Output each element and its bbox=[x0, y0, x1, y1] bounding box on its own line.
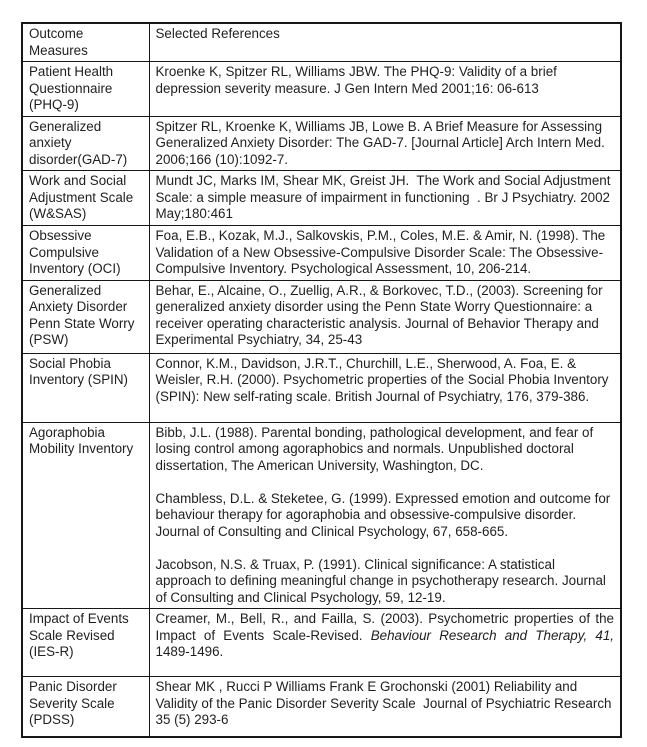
outcome-measures-references-table bbox=[21, 22, 622, 738]
reference-text-segment: 1489-1496. bbox=[155, 627, 618, 659]
table-row bbox=[22, 609, 621, 677]
reference-paragraph bbox=[156, 557, 615, 607]
reference-paragraph bbox=[155, 611, 618, 661]
reference-text-segment: Bibb, J.L. (1988). Parental bonding, pathological development, and fear of losing control among agoraphobics and normals. Unpublished doctoral dissertation, The American University, Washington, DC. bbox=[155, 424, 597, 473]
outcome-measure-cell: Work and Social Adjustment Scale (W&SAS) bbox=[22, 171, 149, 226]
table-row bbox=[22, 280, 621, 353]
reference-paragraph bbox=[156, 283, 615, 349]
reference-paragraph bbox=[156, 173, 615, 223]
reference-text-segment: Shear MK , Rucci P Williams Frank E Grochonski (2001) Reliability and Validity of the Panic Disorder Severity Scale Journal of Psychiatric Research 35 (5) 293-6 bbox=[155, 679, 616, 727]
reference-text-segment: Connor, K.M., Davidson, J.R.T., Churchill, L.E., Sherwood, A. Foa, E. & Weisler, R.H. (2000). Psychometric properties of the Social Phobia Inventory (SPIN): New self-rating scale. British Journal of Psychiatry, 176, 379-386. bbox=[155, 355, 613, 404]
outcome-measure-cell: Generalized anxiety disorder(GAD-7) bbox=[22, 116, 149, 171]
reference-text-segment: Behar, E., Alcaine, O., Zuellig, A.R., & Borkovec, T.D., (2003). Screening for generalized anxiety disorder using the Penn State Worry Questionnaire: a receiver operating characteristic analysis. Journal of Behavior Therapy and Experimental Psychiatry, 34, 25-43 bbox=[155, 282, 607, 347]
table-row bbox=[22, 226, 621, 281]
references-cell bbox=[149, 62, 621, 117]
reference-paragraph bbox=[156, 491, 615, 541]
reference-text-segment: Kroenke K, Spitzer RL, Williams JBW. The PHQ-9: Validity of a brief depression severity measure. J Gen Intern Med 2001;16: 06-613 bbox=[155, 64, 561, 96]
reference-text-segment: Mundt JC, Marks IM, Shear MK, Greist JH. The Work and Social Adjustment Scale: a simple measure of impairment in functioning . Br J Psychiatry. 2002 May;180:461 bbox=[155, 173, 615, 221]
table-row bbox=[22, 171, 621, 226]
outcome-measure-cell: Panic Disorder Severity Scale (PDSS) bbox=[22, 677, 149, 737]
table-header bbox=[22, 23, 621, 62]
reference-paragraph bbox=[156, 425, 615, 475]
outcome-measures-header-cell: Outcome Measures bbox=[22, 23, 149, 62]
reference-text-segment: Creamer, M., Bell, R., and Failla, S. (2003). Psychometric properties of the Impact of Events Scale-Revised. bbox=[155, 611, 618, 643]
reference-italic-segment: Behaviour Research and Therapy, 41, bbox=[370, 627, 614, 643]
reference-paragraph bbox=[156, 679, 615, 729]
outcome-measure-cell: Patient Health Questionnaire (PHQ-9) bbox=[22, 62, 149, 117]
selected-references-header-cell: Selected References bbox=[149, 23, 621, 62]
references-cell bbox=[149, 422, 621, 609]
references-cell bbox=[149, 171, 621, 226]
reference-text-segment: Spitzer RL, Kroenke K, Williams JB, Lowe B. A Brief Measure for Assessing Generalized Anxiety Disorder: The GAD-7. [Journal Article] Arch Intern Med. 2006;166 (10):1092-7. bbox=[155, 118, 609, 167]
references-cell bbox=[149, 677, 621, 737]
outcome-measure-cell: Agoraphobia Mobility Inventory bbox=[22, 422, 149, 609]
reference-text-segment: Foa, E.B., Kozak, M.J., Salkovskis, P.M., Coles, M.E. & Amir, N. (1998). The Validation of a New Obsessive-Compulsive Disorder Scale: The Obsessive-Compulsive Inventory. Psychological Assessment, 10, 206-214. bbox=[155, 228, 609, 276]
references-cell bbox=[149, 226, 621, 281]
reference-paragraph bbox=[156, 119, 615, 169]
references-cell bbox=[149, 116, 621, 171]
table-row bbox=[22, 422, 621, 609]
outcome-measure-cell: Generalized Anxiety Disorder Penn State Worry (PSW) bbox=[22, 280, 149, 353]
reference-paragraph bbox=[156, 64, 615, 97]
reference-paragraph bbox=[156, 356, 615, 406]
reference-text-segment: Jacobson, N.S. & Truax, P. (1991). Clinical significance: A statistical approach to defining meaningful change in psychotherapy research. Journal of Consulting and Clinical Psychology, 59, 12-19. bbox=[155, 556, 610, 605]
references-cell bbox=[149, 280, 621, 353]
outcome-measure-cell: Impact of Events Scale Revised (IES-R) bbox=[22, 609, 149, 677]
outcome-measure-cell: Obsessive Compulsive Inventory (OCI) bbox=[22, 226, 149, 281]
reference-text-segment: Chambless, D.L. & Steketee, G. (1999). Expressed emotion and outcome for behaviour therapy for agoraphobia and obsessive-compulsive disorder. Journal of Consulting and Clinical Psychology, 67, 658-665. bbox=[155, 490, 614, 539]
table-body bbox=[22, 62, 621, 737]
table-row bbox=[22, 62, 621, 117]
table-row bbox=[22, 116, 621, 171]
reference-paragraph bbox=[156, 228, 615, 278]
header-row bbox=[22, 23, 621, 62]
references-cell bbox=[149, 609, 621, 677]
table-row bbox=[22, 677, 621, 737]
references-cell bbox=[149, 353, 621, 422]
outcome-measure-cell: Social Phobia Inventory (SPIN) bbox=[22, 353, 149, 422]
table-row bbox=[22, 353, 621, 422]
